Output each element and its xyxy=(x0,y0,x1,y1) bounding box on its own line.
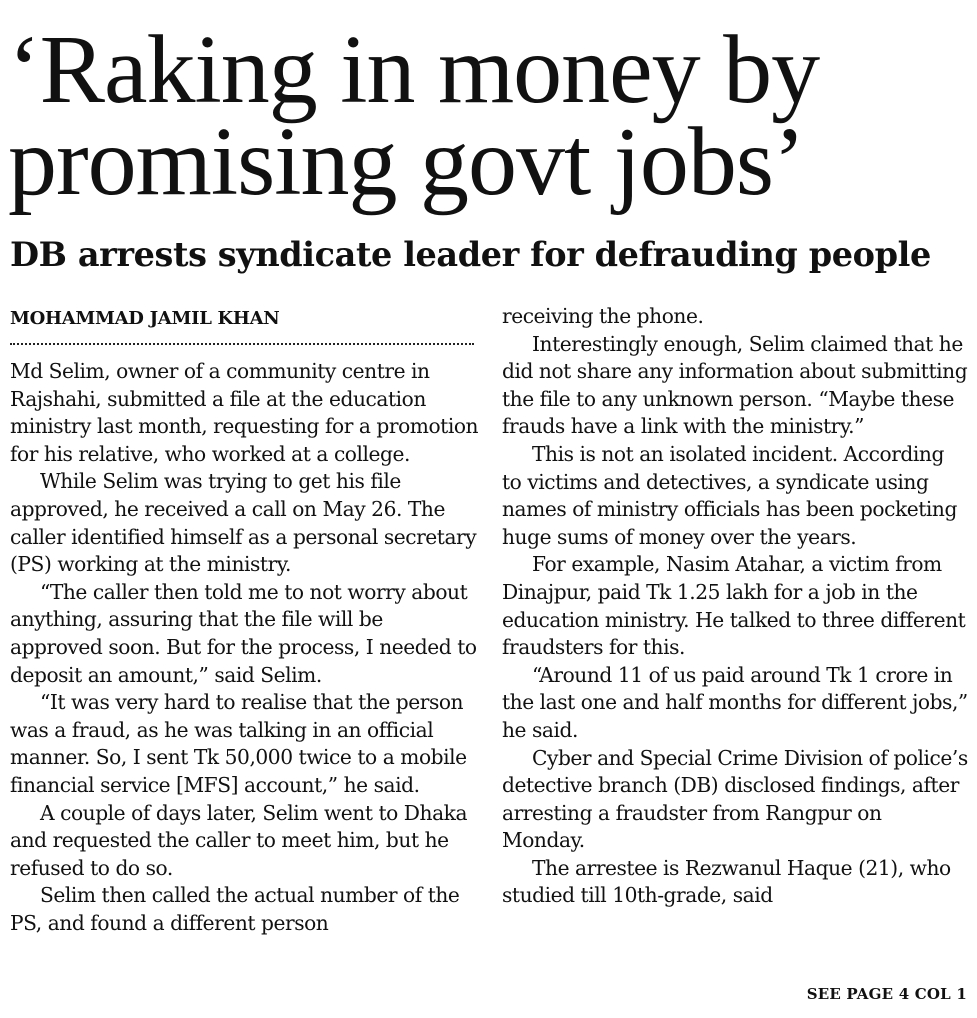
article-column-left xyxy=(10,358,480,937)
paragraph: For example, Nasim Atahar, a victim from Dinajpur, paid Tk 1.25 lakh for a job in the education ministry. He talked to three different fraudsters for this. xyxy=(502,552,966,660)
paragraph: “Around 11 of us paid around Tk 1 crore in the last one and half months for different jobs,” he said. xyxy=(502,662,968,742)
paragraph: This is not an isolated incident. According to victims and detectives, a syndicate using names of ministry officials has been pocketing huge sums of money over the years. xyxy=(502,441,957,549)
headline-line-2: promising govt jobs’ xyxy=(8,108,805,216)
subheadline: DB arrests syndicate leader for defrauding people xyxy=(10,235,931,274)
paragraph: receiving the phone. xyxy=(502,304,704,328)
paragraph: “It was very hard to realise that the person was a fraud, as he was talking in an official manner. So, I sent Tk 50,000 twice to a mobile financial service [MFS] account,” he said. xyxy=(10,690,467,797)
byline-dotted-rule xyxy=(10,343,474,345)
paragraph: While Selim was trying to get his file approved, he received a call on May 26. The caller identified himself as a personal secretary (PS) working at the ministry. xyxy=(10,469,477,577)
paragraph: Selim then called the actual number of the PS, and found a different person xyxy=(10,883,460,935)
paragraph: “The caller then told me to not worry about anything, assuring that the file will be approved soon. But for the process, I needed to deposit an amount,” said Selim. xyxy=(10,579,477,687)
paragraph: The arrestee is Rezwanul Haque (21), who studied till 10th-grade, said xyxy=(502,855,951,908)
paragraph: Cyber and Special Crime Division of police’s detective branch (DB) disclosed findings, after arresting a fraudster from Rangpur on Monday. xyxy=(502,745,968,853)
headline xyxy=(8,16,968,216)
byline: MOHAMMAD JAMIL KHAN xyxy=(10,308,280,329)
headline-line-1: ‘Raking in money by xyxy=(8,16,820,124)
continuation-jump-line: SEE PAGE 4 COL 1 xyxy=(806,985,967,1003)
paragraph: Interestingly enough, Selim claimed that he did not share any information about submitting the file to any unknown person. “Maybe these frauds have a link with the ministry.” xyxy=(502,331,968,439)
article-column-right xyxy=(502,303,968,910)
paragraph: A couple of days later, Selim went to Dhaka and requested the caller to meet him, but he refused to do so. xyxy=(10,800,468,880)
paragraph: Md Selim, owner of a community centre in Rajshahi, submitted a file at the education ministry last month, requesting for a promotion for his relative, who worked at a college. xyxy=(10,359,479,466)
